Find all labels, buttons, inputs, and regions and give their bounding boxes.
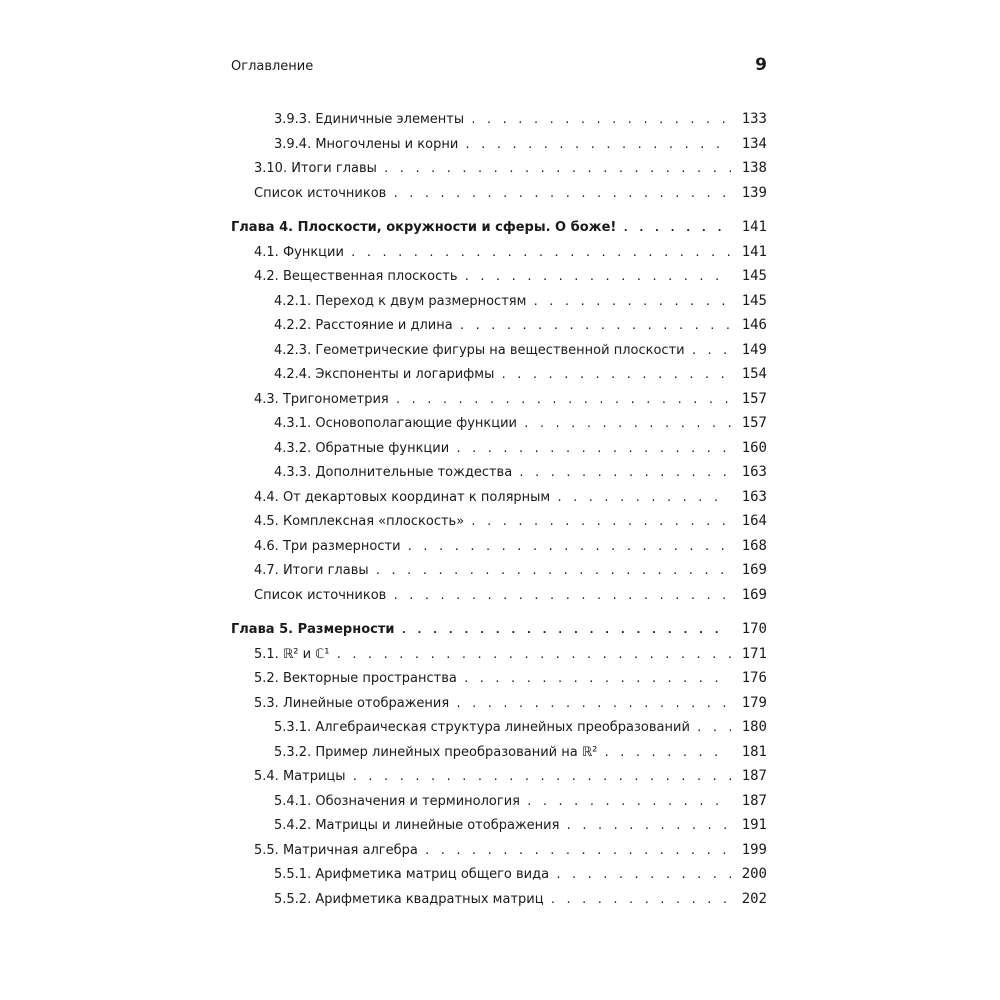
toc-entry-label: 4.2.1. Переход к двум размерностям [274, 293, 527, 309]
toc-entry-page: 141 [741, 219, 767, 235]
dot-leader [500, 363, 731, 388]
dot-leader [464, 133, 731, 158]
toc-entry-page: 200 [741, 866, 767, 882]
dot-leader [532, 290, 731, 315]
dot-leader [565, 814, 731, 839]
toc-entry-label: Глава 5. Размерности [231, 622, 395, 637]
toc-entry-page: 133 [741, 111, 767, 127]
dot-leader [407, 535, 731, 560]
toc-entry-label: 5.5. Матричная алгебра [254, 842, 418, 858]
toc-entry-page: 157 [741, 415, 767, 431]
toc-entry-label: Список источников [254, 587, 387, 603]
toc-entry-page: 181 [741, 743, 767, 760]
toc-entry-page: 141 [741, 243, 767, 260]
toc-entry-label: 5.2. Векторные пространства [254, 671, 457, 686]
toc-entry-page: 169 [741, 586, 767, 603]
toc-entry-label: 5.5.1. Арифметика матриц общего вида [274, 867, 550, 882]
toc-entry-label: 4.3.3. Дополнительные тождества [274, 465, 513, 480]
toc-entry-page: 163 [741, 488, 767, 505]
toc-entry-page: 168 [741, 537, 767, 554]
toc-entry-label: 4.3.1. Основополагающие функции [274, 416, 517, 431]
dot-leader [518, 461, 731, 486]
toc-entry-label: 5.4.2. Матрицы и линейные отображения [274, 818, 560, 833]
toc-entry-label: 4.3.2. Обратные функции [274, 440, 450, 456]
toc-entry-page: 138 [741, 160, 767, 176]
dot-leader [556, 486, 731, 511]
running-head-title: Оглавление [231, 59, 314, 74]
dot-leader [526, 790, 731, 815]
toc-entry[interactable] [231, 313, 767, 338]
dot-leader [383, 157, 731, 182]
page-number: 9 [755, 55, 767, 75]
toc-entry-page: 134 [741, 135, 767, 152]
toc-entry-label: 5.5.2. Арифметика квадратных матриц [274, 891, 544, 907]
dot-leader [459, 314, 731, 339]
toc-entry-label: 5.4. Матрицы [254, 769, 346, 784]
toc-entry-label: Список источников [254, 185, 387, 201]
toc-entry-label: 5.3.2. Пример линейных преобразований на ℝ² [274, 744, 598, 760]
toc-entry[interactable] [231, 509, 767, 534]
toc-entry[interactable] [231, 181, 767, 206]
toc-entry-page: 171 [741, 645, 767, 662]
toc-entry[interactable] [231, 387, 767, 412]
toc-entry-page: 169 [741, 562, 767, 578]
dot-leader [455, 437, 731, 462]
toc-entry-label: 5.1. ℝ² и ℂ¹ [254, 646, 330, 662]
toc-entry[interactable] [231, 485, 767, 510]
dot-leader [464, 265, 732, 290]
chapter-gap [231, 205, 767, 215]
toc-entry-page: 170 [741, 621, 767, 637]
toc-entry-page: 145 [741, 268, 767, 284]
toc-entry[interactable] [231, 411, 767, 436]
toc-entry-page: 163 [741, 464, 767, 480]
dot-leader [470, 510, 731, 535]
chapter-gap [231, 607, 767, 617]
toc-entry[interactable] [231, 740, 767, 765]
toc-entry[interactable] [231, 691, 767, 716]
dot-leader [463, 667, 731, 692]
toc-entry[interactable] [231, 132, 767, 157]
toc-entry-page: 180 [741, 719, 767, 735]
toc-entry-page: 164 [741, 513, 767, 529]
dot-leader [335, 643, 731, 668]
toc-entry-label: 4.2.3. Геометрические фигуры на вещественной плоскости [274, 342, 685, 358]
dot-leader [350, 241, 731, 266]
toc-entry-label: 5.4.1. Обозначения и терминология [274, 793, 520, 809]
toc-entry[interactable] [231, 558, 767, 583]
toc-entry-label: 4.1. Функции [254, 244, 344, 260]
toc-entry-label: 4.2. Вещественная плоскость [254, 269, 458, 284]
toc-entry-page: 187 [741, 768, 767, 784]
toc-entry-label: 4.2.4. Экспоненты и логарифмы [274, 367, 495, 382]
toc-entry-label: 3.10. Итоги главы [254, 161, 377, 176]
dot-leader [392, 182, 731, 207]
toc-entry-label: 5.3.1. Алгебраическая структура линейных преобразований [274, 720, 690, 735]
toc-entry[interactable] [231, 436, 767, 461]
toc-entry-label: 3.9.4. Многочлены и корни [274, 136, 459, 152]
toc-entry[interactable] [231, 862, 767, 887]
running-head [231, 55, 767, 75]
dot-leader [603, 741, 731, 766]
toc-entry[interactable] [231, 838, 767, 863]
dot-leader [375, 559, 731, 584]
toc-entry-page: 157 [741, 390, 767, 407]
toc-entry[interactable] [231, 666, 767, 691]
toc-entry-page: 139 [741, 184, 767, 201]
toc-entry[interactable] [231, 338, 767, 363]
toc-entry-label: 4.7. Итоги главы [254, 563, 369, 578]
toc-chapter-entry[interactable] [231, 215, 767, 240]
toc-chapter-entry[interactable] [231, 617, 767, 642]
toc-entry-page: 202 [741, 890, 767, 907]
toc-entry-label: 5.3. Линейные отображения [254, 695, 450, 711]
toc-entry-page: 146 [741, 317, 767, 333]
dot-leader [392, 584, 731, 609]
toc-entry-label: 4.2.2. Расстояние и длина [274, 318, 453, 333]
toc-entry-label: 4.4. От декартовых координат к полярным [254, 489, 551, 505]
toc-entry[interactable] [231, 264, 767, 289]
toc-entry-label: 4.5. Комплексная «плоскость» [254, 514, 465, 529]
dot-leader [455, 692, 731, 717]
toc-entry-label: 4.3. Тригонометрия [254, 391, 389, 407]
toc-entry[interactable] [231, 240, 767, 265]
toc-entry[interactable] [231, 813, 767, 838]
toc-entry-page: 191 [741, 817, 767, 833]
toc-entry-page: 149 [741, 341, 767, 358]
dot-leader [550, 888, 731, 913]
toc-entry-page: 145 [741, 292, 767, 309]
dot-leader [555, 863, 731, 888]
toc-entry[interactable] [231, 764, 767, 789]
table-of-contents [231, 107, 767, 911]
toc-entry-label: 4.6. Три размерности [254, 538, 401, 554]
dot-leader [395, 388, 731, 413]
toc-entry-label: 3.9.3. Единичные элементы [274, 112, 465, 127]
toc-entry-page: 154 [741, 366, 767, 382]
toc-entry[interactable] [231, 107, 767, 132]
toc-entry[interactable] [231, 583, 767, 608]
dot-leader [622, 216, 731, 241]
toc-entry[interactable] [231, 715, 767, 740]
toc-entry-label: Глава 4. Плоскости, окружности и сферы. О боже! [231, 220, 617, 235]
dot-leader [424, 839, 731, 864]
dot-leader [691, 339, 731, 364]
toc-entry[interactable] [231, 460, 767, 485]
dot-leader [523, 412, 731, 437]
toc-entry[interactable] [231, 789, 767, 814]
toc-entry[interactable] [231, 362, 767, 387]
toc-entry-page: 179 [741, 694, 767, 711]
toc-entry-page: 199 [741, 841, 767, 858]
dot-leader [470, 108, 731, 133]
toc-entry[interactable] [231, 156, 767, 181]
toc-entry-page: 176 [741, 670, 767, 686]
toc-entry[interactable] [231, 534, 767, 559]
toc-entry[interactable] [231, 887, 767, 912]
toc-entry[interactable] [231, 289, 767, 314]
toc-entry-page: 187 [741, 792, 767, 809]
dot-leader [400, 618, 731, 643]
toc-entry[interactable] [231, 642, 767, 667]
dot-leader [696, 716, 731, 741]
dot-leader [352, 765, 731, 790]
toc-entry-page: 160 [741, 439, 767, 456]
